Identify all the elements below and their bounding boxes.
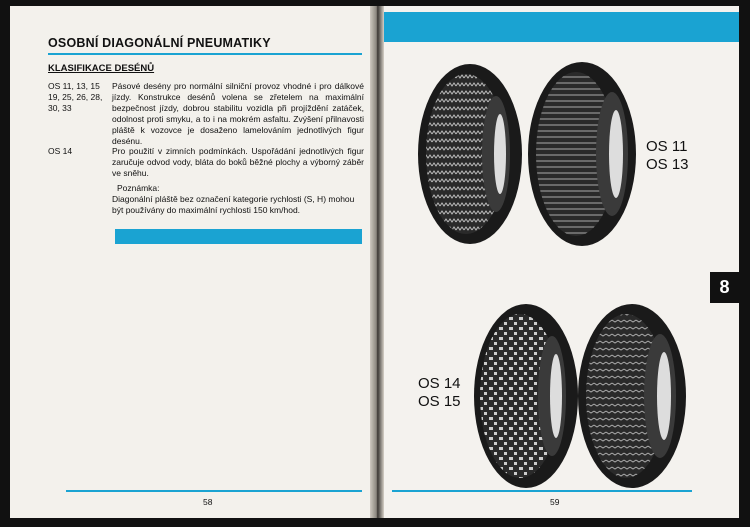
note-text: Diagonální pláště bez označení kategorie rychlosti (S, H) mohou být používány do maximální rychlosti 150 km/hod. (112, 194, 355, 215)
label-os11-os13 (646, 138, 689, 174)
accent-bar (115, 229, 362, 244)
chapter-tab: 8 (710, 272, 739, 303)
pattern-codes-2: OS 14 (48, 146, 73, 156)
label-os14: OS 14 (418, 375, 461, 392)
label-os13: OS 13 (646, 156, 689, 173)
note-label: Poznámka: (117, 183, 160, 193)
label-os15: OS 15 (418, 393, 461, 410)
page-number-right: 59 (550, 497, 560, 507)
tire-image-os14-os15 (468, 296, 690, 496)
label-os11: OS 11 (646, 138, 688, 155)
pattern-description-2: Pro použití v zimních podmínkách. Uspořádání jednotlivých figur zaručuje odvod vody, bláta do boků běžné plochy a výborný záběr ve sněhu. (112, 146, 364, 178)
tire-image-os11-os13 (408, 50, 648, 250)
footer-rule-right (392, 490, 692, 492)
section-subtitle: KLASIFIKACE DESÉNŮ (48, 63, 155, 74)
page-number-left: 58 (203, 497, 213, 507)
header-band (384, 12, 739, 42)
book-spine (370, 6, 384, 518)
footer-rule-left (66, 490, 362, 492)
pattern-codes-1: OS 11, 13, 15 19, 25, 26, 28, 30, 33 (48, 81, 103, 113)
label-os14-os15 (418, 375, 461, 411)
title-rule (48, 53, 362, 55)
pattern-description-1: Pásové desény pro normální silniční provoz vhodné i pro dálkové jízdy. Konstrukce desénů volena se zřetelem na maximální bezpečnost jízdy, dobrou stabilitu vozidla při projíždění zatáček, odolnost proti smyku, a to i na mokrém asfaltu. Zvýšení přilnavosti pláště k vozovce je dosaženo lamelováním jednotlivých figur desénu. (112, 81, 364, 146)
page-title: OSOBNÍ DIAGONÁLNÍ PNEUMATIKY (48, 36, 271, 50)
